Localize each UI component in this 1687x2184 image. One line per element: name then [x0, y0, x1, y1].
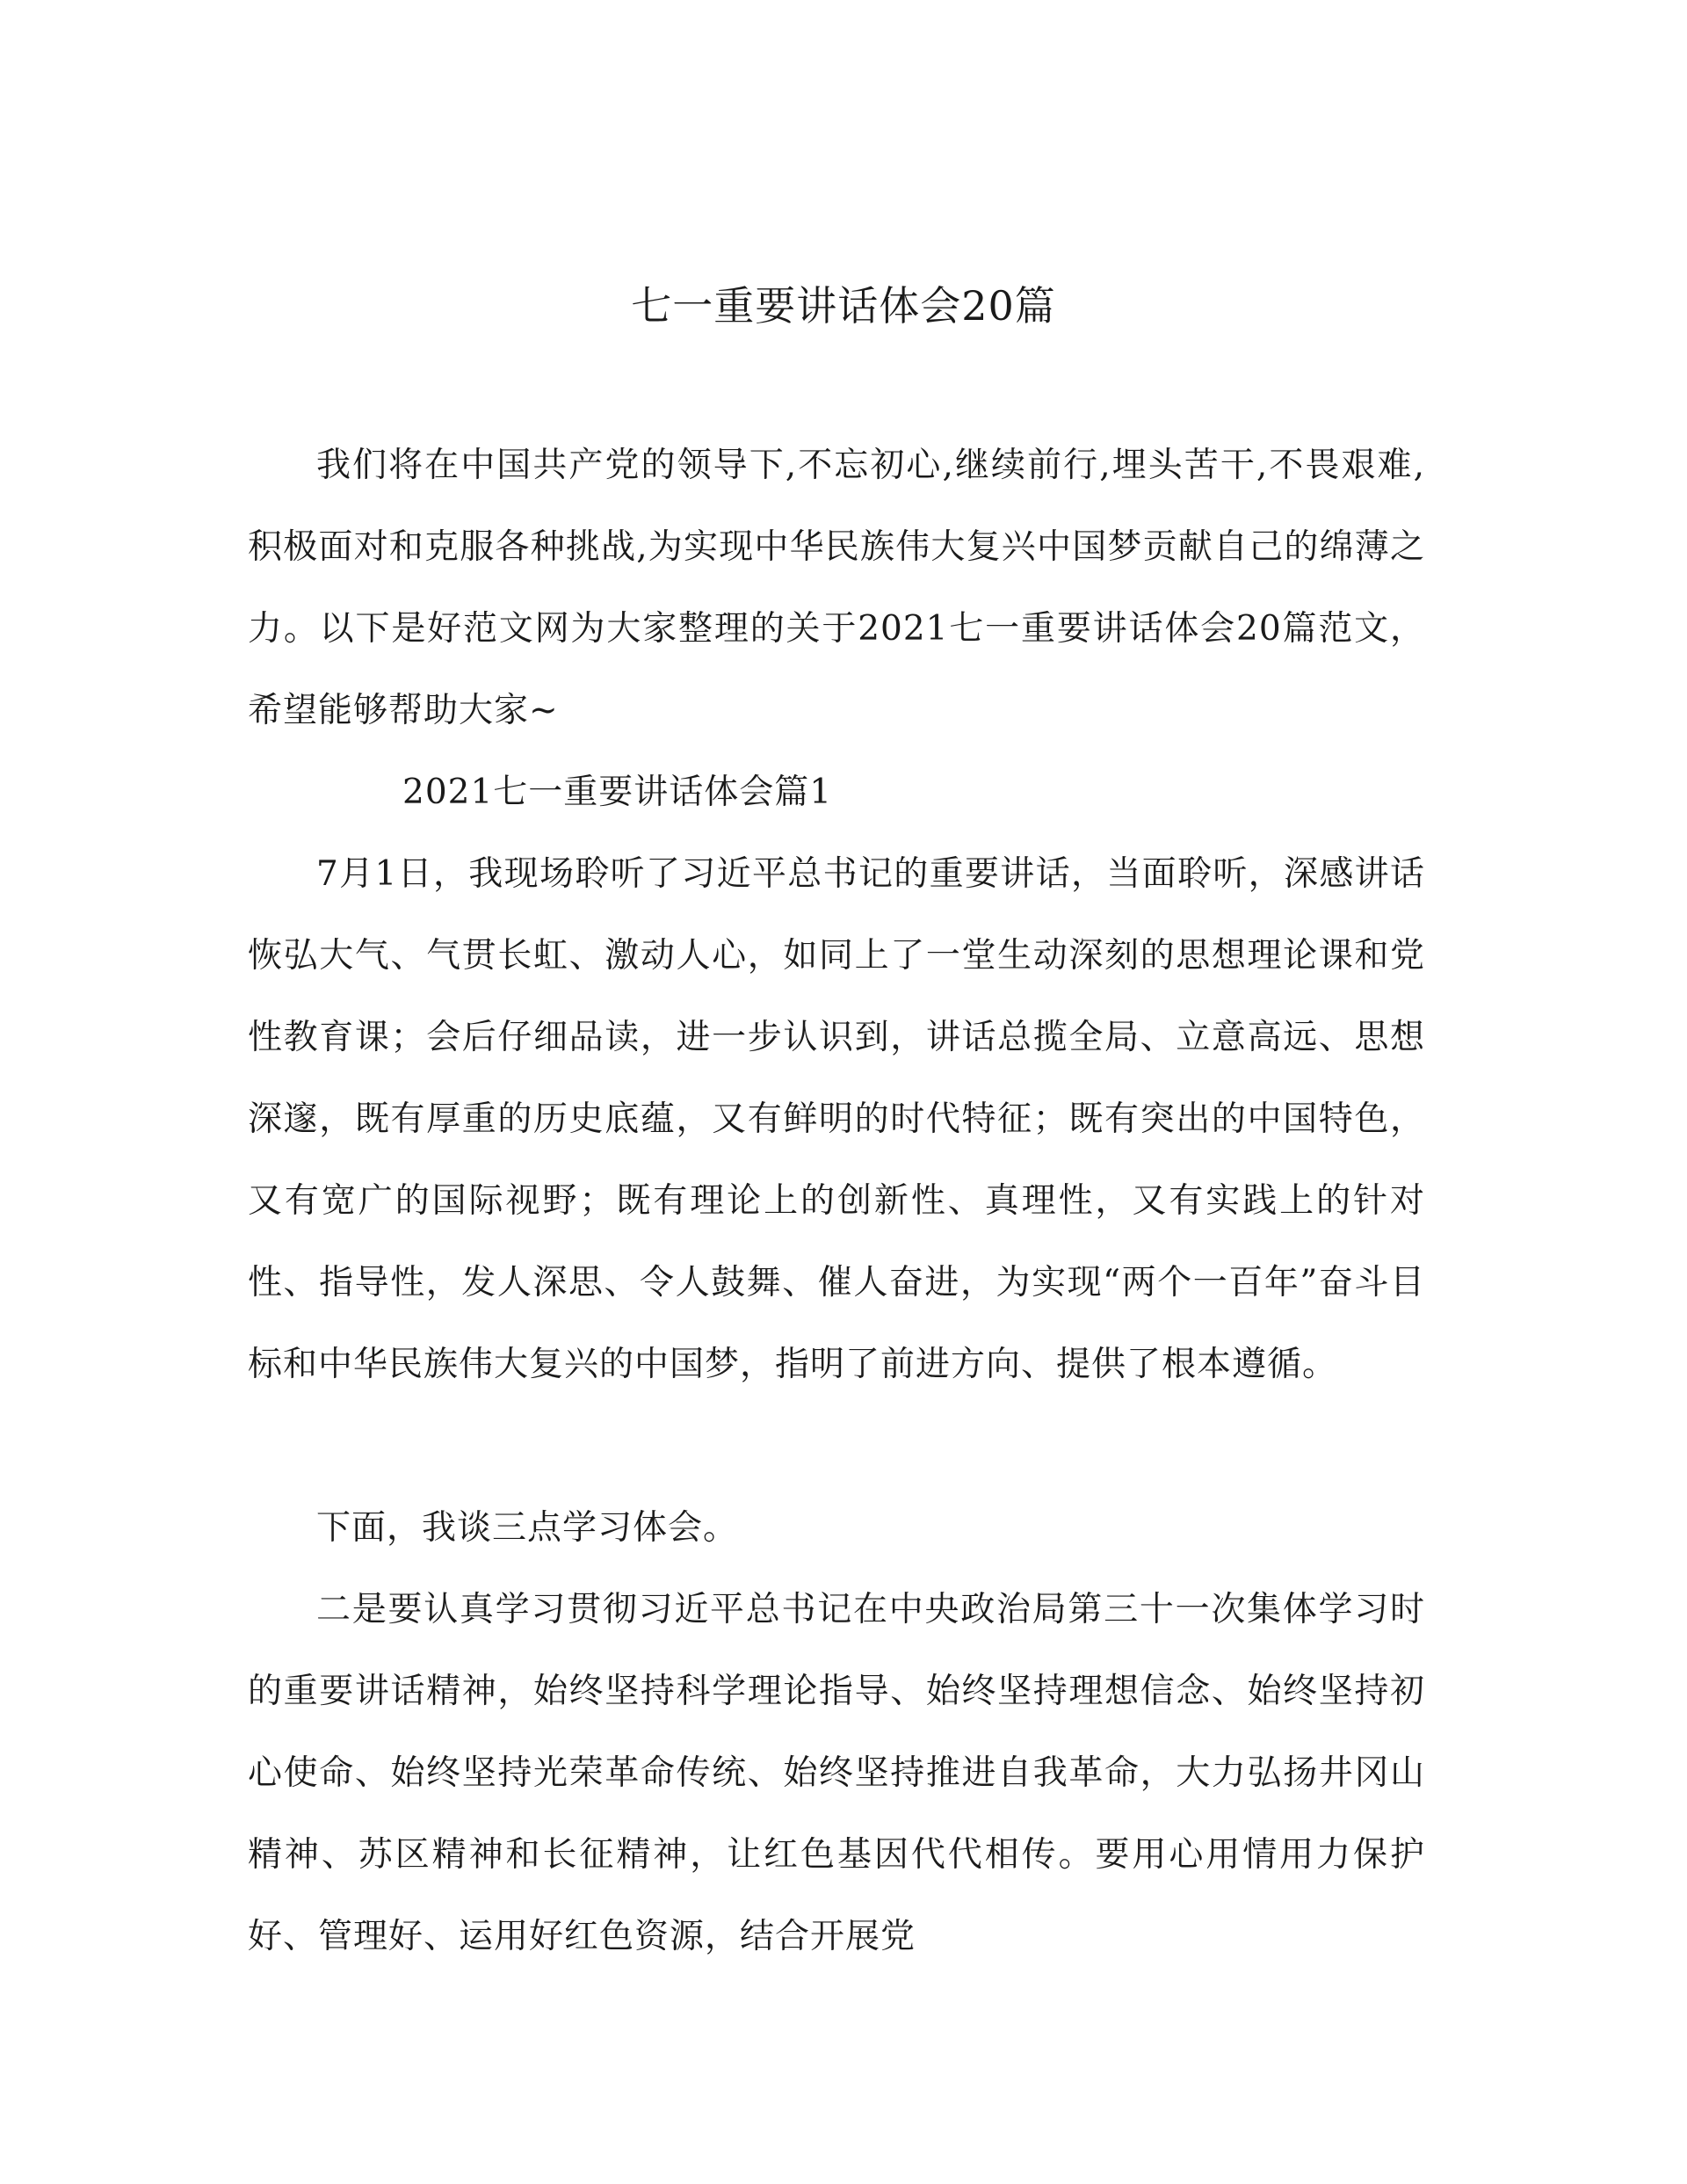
intro-paragraph: 我们将在中国共产党的领导下,不忘初心,继续前行,埋头苦干,不畏艰难,积极面对和克服各种挑战,为实现中华民族伟大复兴中国梦贡献自己的绵薄之力。以下是好范文网为大家整理的关于2021七一重要讲话体会20篇范文，希望能够帮助大家~: [248, 446, 1425, 730]
section-heading: 2021七一重要讲话体会篇1: [402, 773, 833, 812]
document-title: 七一重要讲话体会20篇: [631, 282, 1056, 330]
body-paragraph-1: 7月1日，我现场聆听了习近平总书记的重要讲话，当面聆听，深感讲话恢弘大气、气贯长虹、激动人心，如同上了一堂生动深刻的思想理论课和党性教育课；会后仔细品读，进一步认识到，讲话总揽全局、立意高远、思想深邃，既有厚重的历史底蕴，又有鲜明的时代特征；既有突出的中国特色，又有宽广的国际视野；既有理论上的创新性、真理性，又有实践上的针对性、指导性，发人深思、令人鼓舞、催人奋进，为实现“两个一百年”奋斗目标和中华民族伟大复兴的中国梦，指明了前进方向、提供了根本遵循。: [248, 854, 1425, 1384]
body-paragraph-2: 下面，我谈三点学习体会。: [316, 1508, 739, 1548]
body-paragraph-3: 二是要认真学习贯彻习近平总书记在中央政治局第三十一次集体学习时的重要讲话精神，始终坚持科学理论指导、始终坚持理想信念、始终坚持初心使命、始终坚持光荣革命传统、始终坚持推进自我革命，大力弘扬井冈山精神、苏区精神和长征精神，让红色基因代代相传。要用心用情用力保护好、管理好、运用好红色资源，结合开展党: [248, 1590, 1425, 1956]
